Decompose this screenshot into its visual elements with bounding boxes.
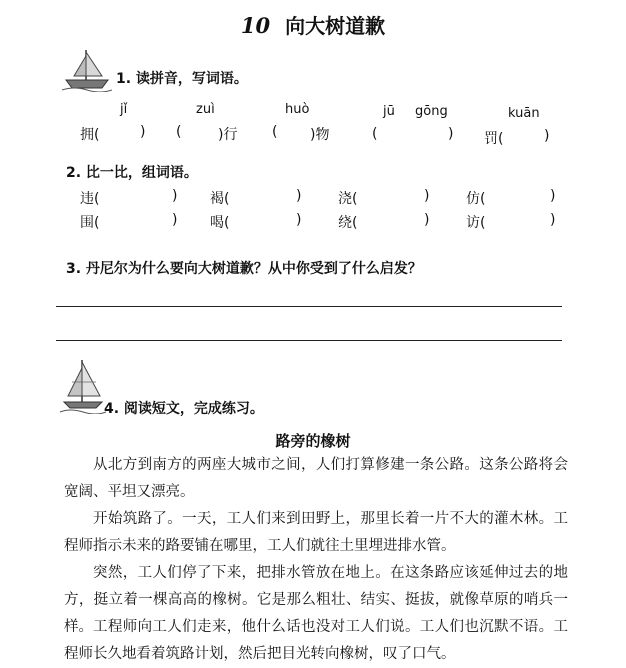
passage-paragraph: 突然，工人们停了下来，把排水管放在地上。在这条路应该延伸过去的地方，挺立着一棵高高的橡树。它是那么粗壮、结实、挺拔，就像草原的哨兵一样。 [64, 565, 568, 635]
answer-blank-close: ) [172, 188, 178, 204]
answer-blank-close: ) [550, 212, 556, 228]
passage-title: 路旁的橡树 [275, 432, 351, 450]
answer-blank-close: ) [296, 212, 302, 228]
answer-blank-close: ) [424, 212, 430, 228]
answer-blank-open: 拥( [80, 127, 100, 143]
q2-title: 2. 比一比，组词语。 [66, 165, 198, 181]
answer-blank-open: 罚( [484, 131, 504, 147]
lesson-number: 10 [240, 13, 271, 38]
answer-blank-open: ( [372, 126, 378, 142]
passage-paragraph: 开始筑路了。一天，工人们来到田野上，那里长着一片不大的灌木林。工程师指示未来的路要铺在哪里，工人们就往土里埋进排水管。 [64, 511, 568, 554]
answer-blank-open: 违( [80, 191, 100, 207]
answer-blank-open: 褐( [210, 191, 230, 207]
pinyin: zuì [196, 102, 215, 117]
q1-title: 1. 读拼音，写词语。 [116, 71, 248, 87]
answer-blank-close: )行 [218, 127, 238, 143]
page-title [0, 10, 626, 39]
answer-blank-close: ) [140, 124, 146, 140]
answer-blank-open: 围( [80, 215, 100, 231]
pinyin: jǐ [120, 102, 128, 117]
answer-blank-open: 访( [466, 215, 486, 231]
sailboat-icon [62, 46, 112, 92]
pinyin: gōng [415, 104, 448, 119]
pinyin: kuān [508, 106, 540, 121]
answer-blank-open: 绕( [338, 215, 358, 231]
passage-paragraph: 工程师向工人们走来，他什么话也没对工人们说。工人们也沉默不语。工程师长久地看着筑路计划，然后把目光转向橡树，叹了口气。 [64, 619, 568, 662]
pinyin: huò [285, 102, 310, 117]
passage-paragraph: 从北方到南方的两座大城市之间，人们打算修建一条公路。这条公路将会宽阔、平坦又漂亮。 [64, 457, 568, 500]
answer-blank-close: ) [448, 126, 454, 142]
answer-blank-open: 喝( [210, 215, 230, 231]
answer-blank-close: ) [172, 212, 178, 228]
answer-blank-close: )物 [310, 127, 330, 143]
answer-blank-close: ) [424, 188, 430, 204]
sailboat-icon [58, 358, 108, 414]
answer-blank-open: ( [272, 124, 278, 140]
answer-line [56, 306, 562, 307]
answer-blank-open: 浇( [338, 191, 358, 207]
answer-blank-close: ) [296, 188, 302, 204]
answer-blank-open: ( [176, 124, 182, 140]
lesson-title: 向大树道歉 [285, 14, 386, 38]
pinyin: jū [383, 104, 395, 119]
answer-blank-open: 仿( [466, 191, 486, 207]
q4-title: 4. 阅读短文，完成练习。 [104, 401, 264, 417]
q3-title: 3. 丹尼尔为什么要向大树道歉？从中你受到了什么启发？ [66, 261, 422, 277]
answer-line [56, 340, 562, 341]
answer-blank-close: ) [550, 188, 556, 204]
answer-blank-close: ) [544, 128, 550, 144]
